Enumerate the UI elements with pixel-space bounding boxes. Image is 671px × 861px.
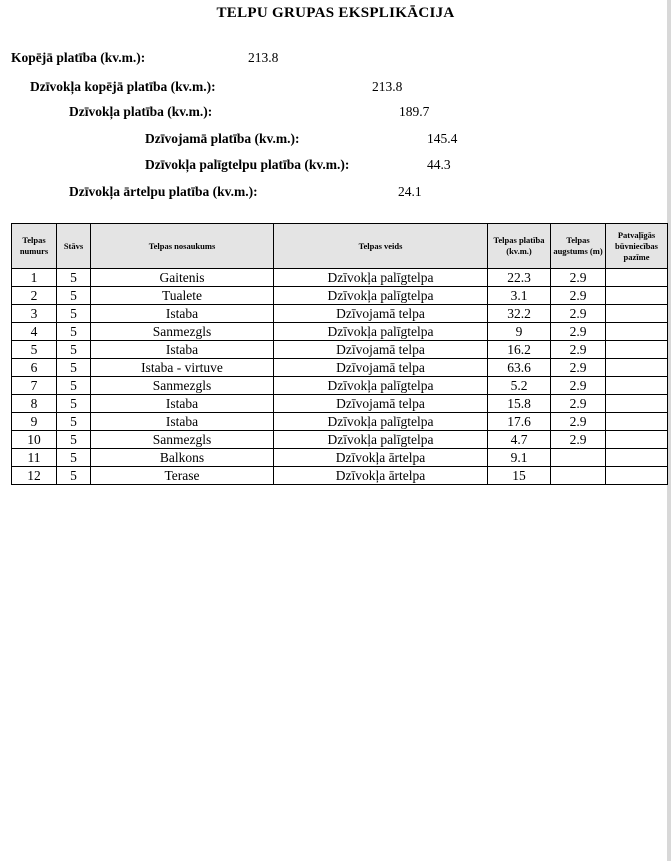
table-row	[12, 305, 668, 323]
summary-label: Dzīvokļa ārtelpu platība (kv.m.):	[69, 184, 258, 199]
cell-col-room-number: 1	[12, 269, 57, 287]
cell-col-area: 16.2	[488, 341, 551, 359]
cell-col-room-type: Dzīvokļa palīgtelpa	[274, 323, 488, 341]
cell-col-floor: 5	[57, 305, 91, 323]
cell-col-unauthorized-mark	[606, 287, 668, 305]
cell-col-area: 22.3	[488, 269, 551, 287]
cell-col-area: 15.8	[488, 395, 551, 413]
summary-value: 44.3	[427, 157, 451, 172]
cell-col-height: 2.9	[551, 377, 606, 395]
summary-living-area	[145, 131, 458, 147]
cell-col-room-number: 6	[12, 359, 57, 377]
cell-col-room-type: Dzīvojamā telpa	[274, 305, 488, 323]
cell-col-floor: 5	[57, 341, 91, 359]
summary-label: Dzīvokļa platība (kv.m.):	[69, 104, 213, 119]
cell-col-height: 2.9	[551, 269, 606, 287]
cell-col-room-number: 10	[12, 431, 57, 449]
cell-col-floor: 5	[57, 377, 91, 395]
cell-col-area: 9	[488, 323, 551, 341]
cell-col-area: 63.6	[488, 359, 551, 377]
cell-col-room-number: 4	[12, 323, 57, 341]
cell-col-height: 2.9	[551, 395, 606, 413]
cell-col-room-name: Istaba	[91, 341, 274, 359]
summary-value: 24.1	[398, 184, 422, 199]
cell-col-room-number: 2	[12, 287, 57, 305]
cell-col-floor: 5	[57, 269, 91, 287]
header-col-room-number: Telpas numurs	[12, 224, 57, 269]
cell-col-height	[551, 467, 606, 485]
header-col-room-name: Telpas nosaukums	[91, 224, 274, 269]
header-col-room-type: Telpas veids	[274, 224, 488, 269]
summary-value: 189.7	[399, 104, 430, 119]
cell-col-area: 15	[488, 467, 551, 485]
header-col-floor: Stāvs	[57, 224, 91, 269]
cell-col-unauthorized-mark	[606, 305, 668, 323]
summary-value: 213.8	[372, 79, 403, 94]
cell-col-unauthorized-mark	[606, 431, 668, 449]
cell-col-floor: 5	[57, 467, 91, 485]
cell-col-room-number: 3	[12, 305, 57, 323]
summary-label: Kopējā platība (kv.m.):	[11, 50, 146, 65]
cell-col-room-name: Tualete	[91, 287, 274, 305]
cell-col-unauthorized-mark	[606, 341, 668, 359]
cell-col-unauthorized-mark	[606, 395, 668, 413]
cell-col-room-type: Dzīvojamā telpa	[274, 395, 488, 413]
cell-col-room-name: Istaba	[91, 305, 274, 323]
cell-col-room-type: Dzīvokļa ārtelpa	[274, 449, 488, 467]
cell-col-height: 2.9	[551, 359, 606, 377]
table-row	[12, 395, 668, 413]
summary-apartment-area	[69, 104, 430, 120]
cell-col-room-number: 9	[12, 413, 57, 431]
cell-col-room-type: Dzīvojamā telpa	[274, 359, 488, 377]
summary-value: 145.4	[427, 131, 458, 146]
table-row	[12, 287, 668, 305]
cell-col-room-name: Gaitenis	[91, 269, 274, 287]
cell-col-room-type: Dzīvokļa palīgtelpa	[274, 413, 488, 431]
cell-col-height: 2.9	[551, 305, 606, 323]
cell-col-room-name: Istaba - virtuve	[91, 359, 274, 377]
cell-col-room-type: Dzīvokļa ārtelpa	[274, 467, 488, 485]
cell-col-room-name: Sanmezgls	[91, 431, 274, 449]
cell-col-area: 17.6	[488, 413, 551, 431]
table-row	[12, 467, 668, 485]
cell-col-area: 3.1	[488, 287, 551, 305]
cell-col-unauthorized-mark	[606, 413, 668, 431]
cell-col-area: 5.2	[488, 377, 551, 395]
cell-col-height: 2.9	[551, 323, 606, 341]
cell-col-unauthorized-mark	[606, 359, 668, 377]
table-row	[12, 431, 668, 449]
summary-apartment-total-area	[30, 79, 403, 95]
cell-col-room-name: Istaba	[91, 413, 274, 431]
table-row	[12, 341, 668, 359]
cell-col-room-name: Istaba	[91, 395, 274, 413]
cell-col-area: 9.1	[488, 449, 551, 467]
summary-outdoor-area	[69, 184, 422, 200]
cell-col-unauthorized-mark	[606, 323, 668, 341]
cell-col-floor: 5	[57, 359, 91, 377]
cell-col-unauthorized-mark	[606, 377, 668, 395]
cell-col-area: 4.7	[488, 431, 551, 449]
summary-label: Dzīvokļa kopējā platība (kv.m.):	[30, 79, 216, 94]
summary-label: Dzīvojamā platība (kv.m.):	[145, 131, 300, 146]
table-row	[12, 449, 668, 467]
cell-col-height: 2.9	[551, 287, 606, 305]
cell-col-floor: 5	[57, 395, 91, 413]
table-row	[12, 359, 668, 377]
cell-col-room-type: Dzīvojamā telpa	[274, 341, 488, 359]
cell-col-room-type: Dzīvokļa palīgtelpa	[274, 377, 488, 395]
cell-col-unauthorized-mark	[606, 269, 668, 287]
cell-col-height: 2.9	[551, 413, 606, 431]
table-row	[12, 323, 668, 341]
cell-col-room-name: Terase	[91, 467, 274, 485]
summary-auxiliary-area	[145, 157, 451, 173]
cell-col-unauthorized-mark	[606, 449, 668, 467]
cell-col-floor: 5	[57, 449, 91, 467]
cell-col-area: 32.2	[488, 305, 551, 323]
cell-col-room-type: Dzīvokļa palīgtelpa	[274, 431, 488, 449]
cell-col-floor: 5	[57, 323, 91, 341]
table-row	[12, 413, 668, 431]
cell-col-room-name: Sanmezgls	[91, 377, 274, 395]
cell-col-room-number: 5	[12, 341, 57, 359]
cell-col-room-number: 12	[12, 467, 57, 485]
header-col-area: Telpas platība (kv.m.)	[488, 224, 551, 269]
cell-col-floor: 5	[57, 413, 91, 431]
explication-table	[11, 223, 668, 485]
summary-value: 213.8	[248, 50, 279, 65]
cell-col-room-type: Dzīvokļa palīgtelpa	[274, 287, 488, 305]
table-row	[12, 269, 668, 287]
cell-col-floor: 5	[57, 431, 91, 449]
cell-col-height	[551, 449, 606, 467]
document-title: TELPU GRUPAS EKSPLIKĀCIJA	[216, 5, 455, 21]
cell-col-floor: 5	[57, 287, 91, 305]
cell-col-room-number: 11	[12, 449, 57, 467]
cell-col-room-name: Balkons	[91, 449, 274, 467]
summary-total-area	[11, 50, 279, 66]
cell-col-height: 2.9	[551, 431, 606, 449]
table-body	[12, 269, 668, 485]
cell-col-unauthorized-mark	[606, 467, 668, 485]
cell-col-room-number: 7	[12, 377, 57, 395]
summary-label: Dzīvokļa palīgtelpu platība (kv.m.):	[145, 157, 350, 172]
cell-col-room-type: Dzīvokļa palīgtelpa	[274, 269, 488, 287]
header-col-height: Telpas augstums (m)	[551, 224, 606, 269]
table-row	[12, 377, 668, 395]
cell-col-room-name: Sanmezgls	[91, 323, 274, 341]
cell-col-height: 2.9	[551, 341, 606, 359]
header-col-unauthorized-mark: Patvaļīgās būvniecības pazīme	[606, 224, 668, 269]
cell-col-room-number: 8	[12, 395, 57, 413]
table-header-row	[12, 224, 668, 269]
